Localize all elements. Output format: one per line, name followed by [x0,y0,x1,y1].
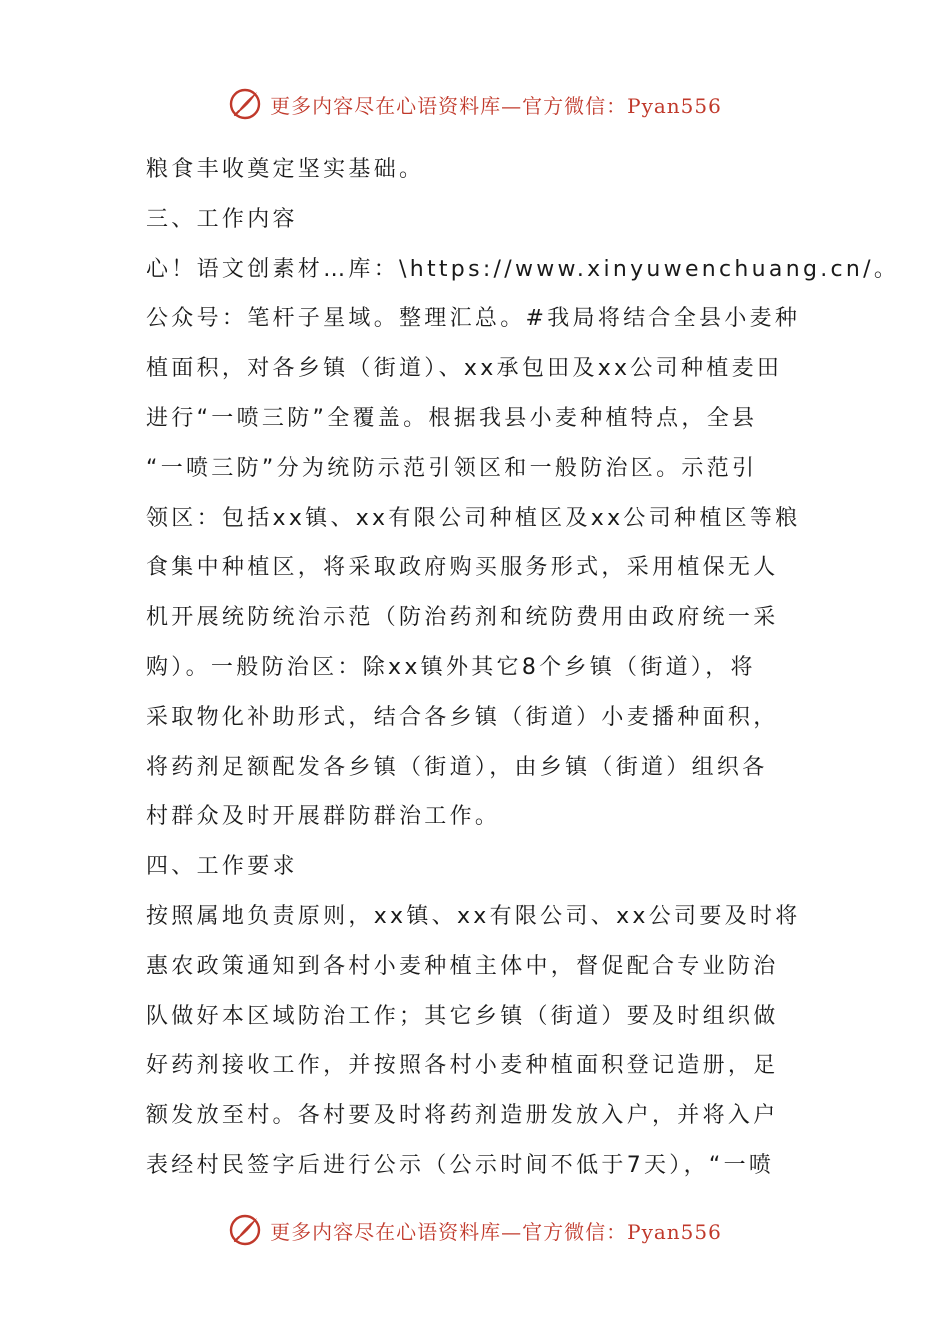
text-line: 采取物化补助形式，结合各乡镇（街道）小麦播种面积， [146,704,779,730]
text-line: 惠农政策通知到各村小麦种植主体中，督促配合专业防治 [146,953,779,979]
text-line: 粮食丰收奠定坚实基础。 [146,157,425,182]
text-line: 好药剂接收工作，并按照各村小麦种植面积登记造册，足 [146,1053,779,1079]
text-line: 购）。一般防治区：除xx镇外其它8个乡镇（街道），将 [146,654,756,680]
quill-pen-logo-icon [228,87,262,121]
footer-watermark [0,1210,950,1250]
text-line: 食集中种植区，将采取政府购买服务形式，采用植保无人 [146,555,779,581]
header-watermark [0,84,950,124]
text-line: 公众号：笔杆子星域。整理汇总。#我局将结合全县小麦种 [146,306,801,332]
text-line: 进行“一喷三防”全覆盖。根据我县小麦种植特点，全县 [146,405,758,431]
watermark-text: 更多内容尽在心语资料库—官方微信：Pyan556 [270,93,722,118]
text-line: “一喷三防”分为统防示范引领区和一般防治区。示范引 [146,455,758,481]
text-line: 表经村民签字后进行公示（公示时间不低于7天），“一喷 [146,1152,775,1178]
text-line: 领区：包括xx镇、xx有限公司种植区及xx公司种植区等粮 [146,505,801,531]
text-line: 额发放至村。各村要及时将药剂造册发放入户，并将入户 [146,1103,779,1129]
text-line: 按照属地负责原则，xx镇、xx有限公司、xx公司要及时将 [146,903,801,929]
quill-pen-logo-icon [228,1213,262,1247]
text-line: 村群众及时开展群防群治工作。 [146,804,501,830]
text-line: 心！语文创素材…库：\https://www.xinyuwenchuang.cn/。 [146,256,900,282]
text-line: 将药剂足额配发各乡镇（街道），由乡镇（街道）组织各 [146,754,768,780]
section-heading: 三、工作内容 [146,206,298,232]
text-line: 队做好本区域防治工作；其它乡镇（街道）要及时组织做 [146,1003,779,1029]
text-line: 植面积，对各乡镇（街道）、xx承包田及xx公司种植麦田 [146,356,783,382]
section-heading: 四、工作要求 [146,854,298,880]
document-body [146,145,900,1191]
watermark-text: 更多内容尽在心语资料库—官方微信：Pyan556 [270,1219,722,1244]
text-line: 机开展统防统治示范（防治药剂和统防费用由政府统一采 [146,605,779,631]
